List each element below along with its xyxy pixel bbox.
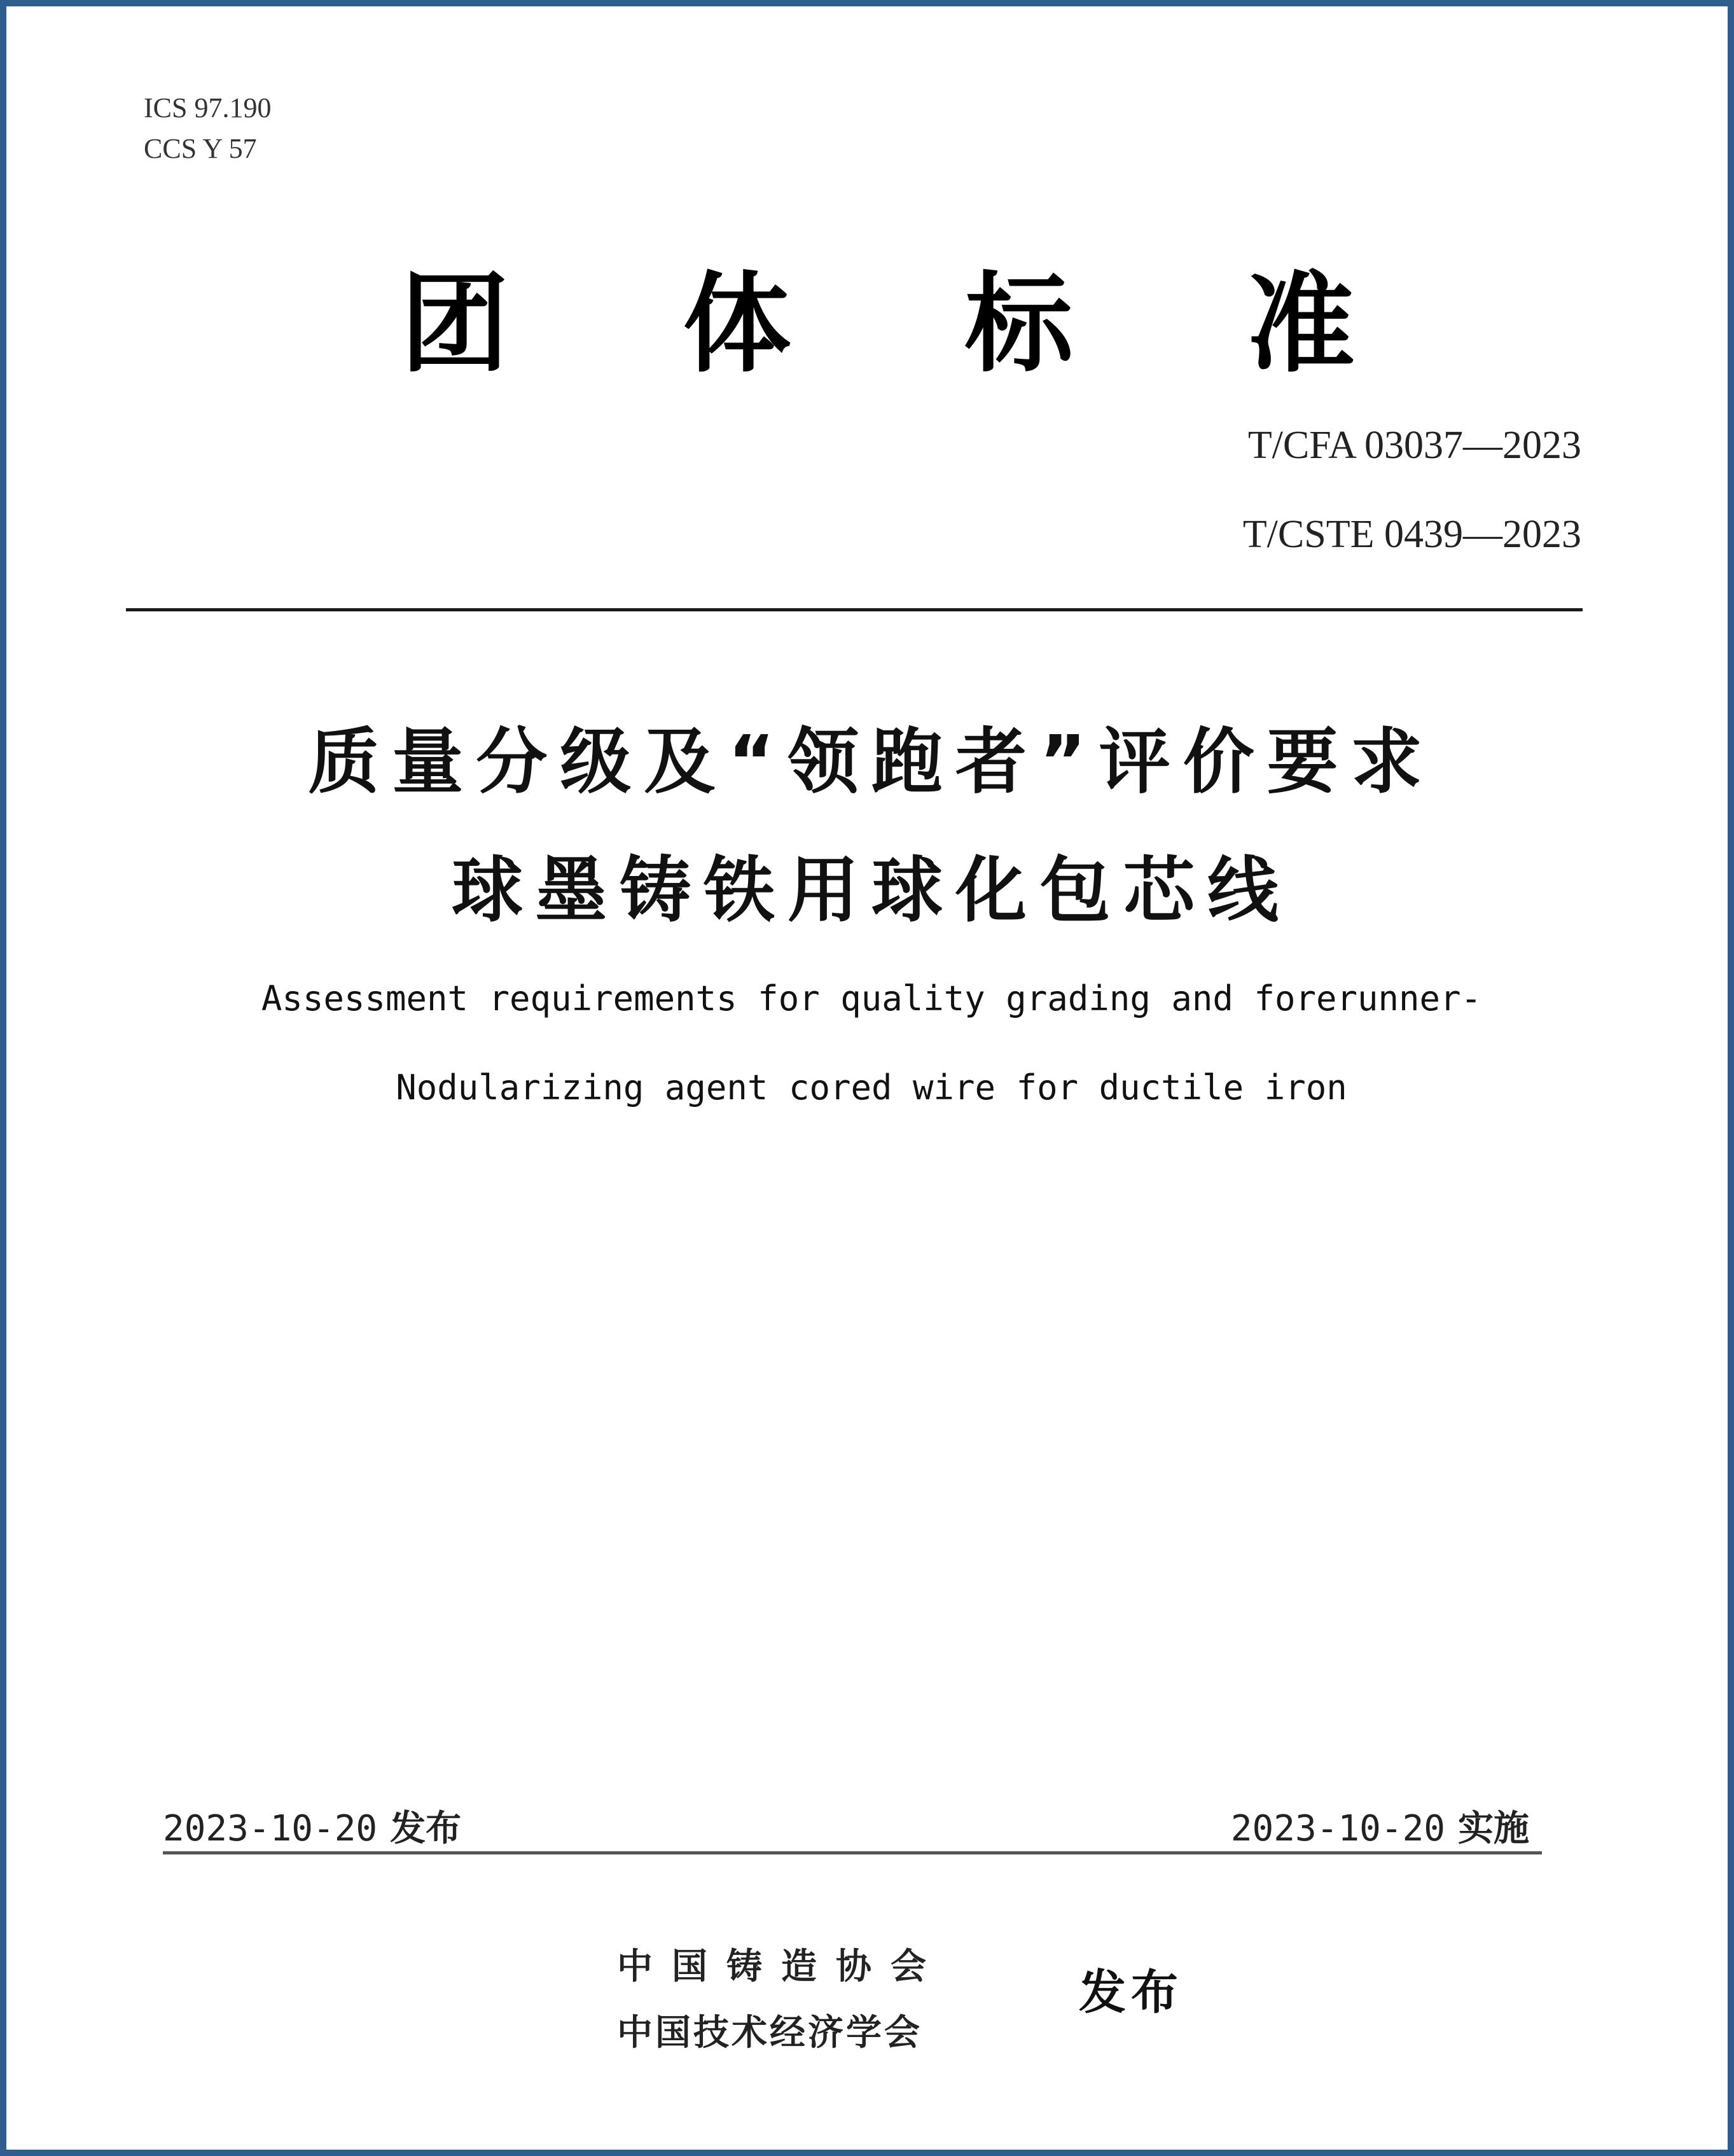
standard-number-cfa: T/CFA 03037—2023 (1247, 424, 1581, 467)
english-title-line-1: Assessment requirements for quality grading and forerunner- (261, 978, 1482, 1019)
chinese-title-line-2: 球墨铸铁用球化包芯线 (452, 849, 1291, 932)
release-date (163, 1807, 461, 1851)
standard-number-cste: T/CSTE 0439—2023 (1242, 513, 1581, 556)
document-type-char-3: 标 (964, 261, 1073, 387)
publish-label: 发布 (1079, 1965, 1183, 2020)
classification-codes (144, 88, 271, 169)
ccs-code: CCS Y 57 (144, 133, 257, 164)
document-type-title (401, 261, 1355, 388)
document-type-char-1: 团 (401, 261, 510, 387)
implementation-date-value: 2023-10-20 (1230, 1808, 1445, 1849)
release-date-value: 2023-10-20 (163, 1808, 378, 1849)
ics-code: ICS 97.190 (144, 92, 272, 123)
header-divider (126, 608, 1583, 611)
document-type-char-2: 体 (683, 261, 791, 387)
chinese-title-line-1: 质量分级及“领跑者”评价要求 (308, 721, 1435, 803)
publisher-org-2: 中国技术经济学会 (617, 2012, 922, 2054)
publisher-org-1: 中国铸造协会 (617, 1946, 945, 1987)
standard-numbers (1243, 401, 1581, 579)
implementation-date (1231, 1807, 1529, 1851)
date-divider (163, 1851, 1542, 1854)
english-title-line-2: Nodularizing agent cored wire for ductile iron (396, 1068, 1347, 1108)
document-type-char-4: 准 (1246, 261, 1355, 387)
release-label: 发布 (390, 1808, 462, 1849)
implementation-label: 实施 (1458, 1808, 1529, 1849)
publisher-organizations (617, 1934, 945, 2066)
